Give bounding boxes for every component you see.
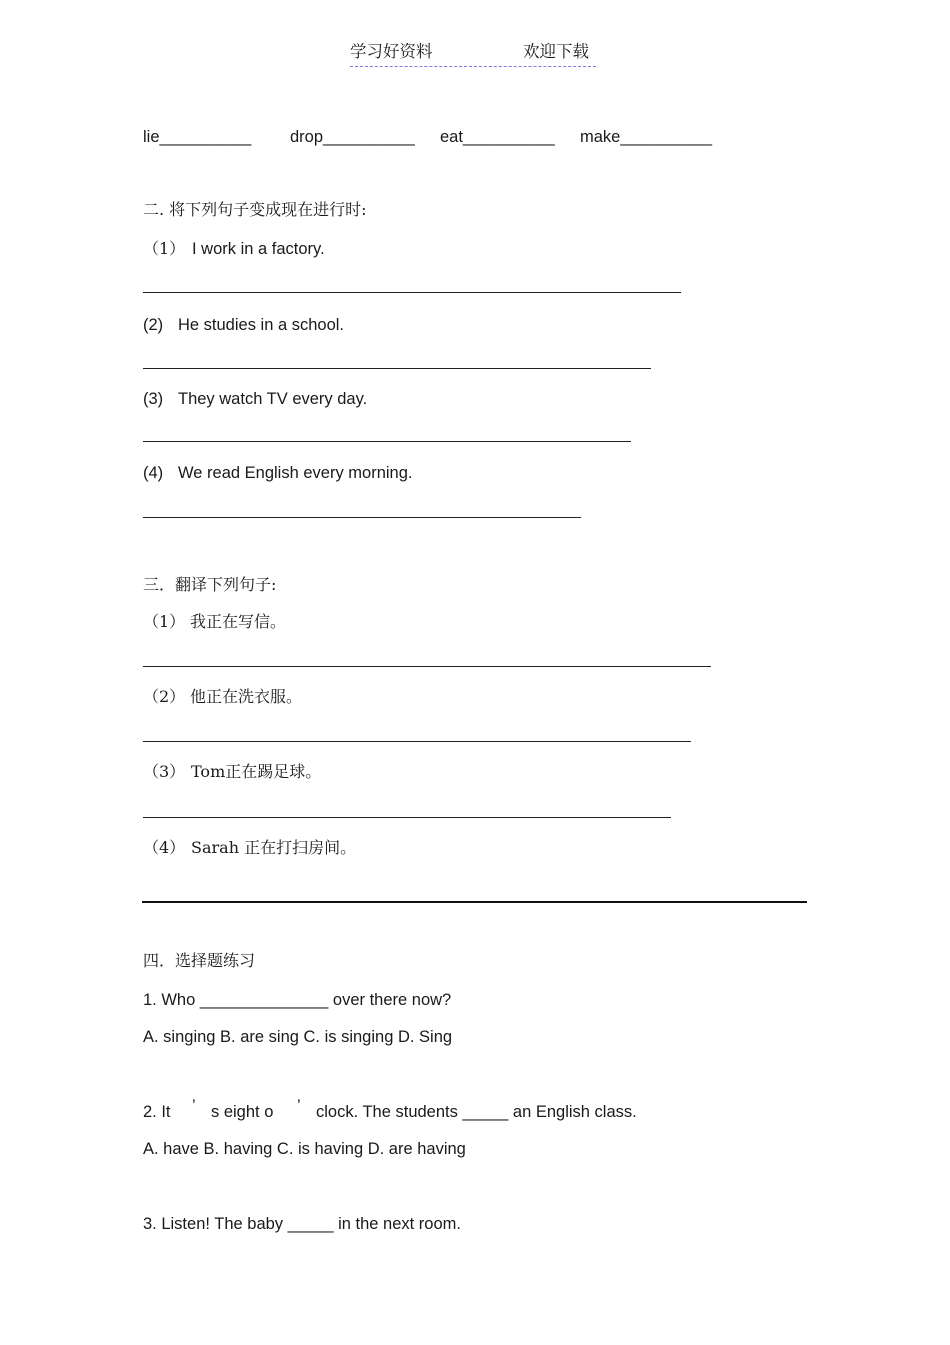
q2-apostrophe-1: ’ bbox=[192, 1097, 196, 1115]
q2-apostrophe-2: ’ bbox=[297, 1097, 301, 1115]
section3-title: 三．翻译下列句子: bbox=[143, 575, 277, 594]
s2-answer-line-3 bbox=[143, 441, 631, 442]
s2-answer-line-1 bbox=[143, 292, 681, 293]
s3-item1-num: （1） bbox=[143, 612, 186, 631]
s2-item4-text: We read English every morning. bbox=[178, 464, 413, 482]
s3-item2-num: （2） bbox=[143, 687, 186, 706]
verb-drop: drop__________ bbox=[290, 128, 415, 146]
s2-answer-line-4 bbox=[143, 517, 581, 518]
s3-answer-line-1 bbox=[143, 666, 711, 667]
s3-item3-num: （3） bbox=[143, 762, 186, 781]
q1-stem: 1. Who ______________ over there now? bbox=[143, 991, 452, 1009]
s3-item3-text: Tom正在踢足球。 bbox=[191, 762, 322, 781]
q3-stem: 3. Listen! The baby _____ in the next room. bbox=[143, 1215, 461, 1233]
s3-item1-text: 我正在写信。 bbox=[190, 612, 287, 631]
header-left-text: 学习好资料 bbox=[350, 42, 433, 61]
s2-item2-num: (2) bbox=[143, 316, 164, 334]
s2-item4-num: (4) bbox=[143, 464, 164, 482]
verb-lie: lie__________ bbox=[143, 128, 252, 146]
s3-item2-text: 他正在洗衣服。 bbox=[190, 687, 303, 706]
q2-options: A. have B. having C. is having D. are having bbox=[143, 1140, 466, 1158]
s3-answer-line-4 bbox=[142, 901, 807, 903]
s3-answer-line-2 bbox=[143, 741, 691, 742]
q2-stem-part-1: 2. It bbox=[143, 1103, 171, 1121]
q1-options: A. singing B. are sing C. is singing D. Sing bbox=[143, 1028, 453, 1046]
s2-item1-text: I work in a factory. bbox=[192, 240, 325, 258]
s2-item3-text: They watch TV every day. bbox=[178, 390, 368, 408]
s3-answer-line-3 bbox=[143, 817, 671, 818]
s2-item1-num: （1） bbox=[143, 239, 186, 258]
s2-item3-num: (3) bbox=[143, 390, 164, 408]
page-header bbox=[350, 42, 596, 67]
s3-item4-text: Sarah 正在打扫房间。 bbox=[191, 838, 357, 857]
section4-title: 四．选择题练习 bbox=[143, 951, 256, 970]
s2-answer-line-2 bbox=[143, 368, 651, 369]
s3-item4-num: （4） bbox=[143, 838, 186, 857]
q2-stem-part-3: clock. The students _____ an English class. bbox=[316, 1103, 637, 1121]
verb-eat: eat__________ bbox=[440, 128, 555, 146]
verb-make: make__________ bbox=[580, 128, 713, 146]
q2-stem-part-2: s eight o bbox=[211, 1103, 274, 1121]
header-right-text: 欢迎下载 bbox=[523, 42, 589, 61]
s2-item2-text: He studies in a school. bbox=[178, 316, 345, 334]
section2-title: 二. 将下列句子变成现在进行时: bbox=[143, 200, 367, 219]
